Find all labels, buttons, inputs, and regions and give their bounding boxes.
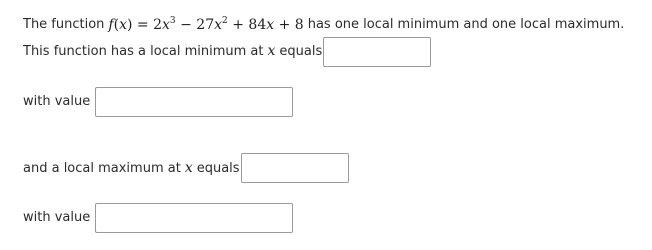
equals-sign: = bbox=[136, 17, 149, 33]
max-var: x bbox=[184, 160, 193, 176]
max-x-input[interactable] bbox=[242, 154, 348, 182]
max-x-box bbox=[241, 153, 349, 183]
min-prefix: This function has a local minimum at bbox=[23, 43, 264, 59]
function-variable: x bbox=[119, 17, 127, 33]
min-value-row bbox=[23, 94, 90, 109]
min-x-input[interactable] bbox=[324, 38, 430, 66]
problem-statement bbox=[23, 16, 624, 33]
min-value-label: with value bbox=[23, 94, 91, 109]
function-name: f bbox=[108, 17, 114, 33]
exp-two: 2 bbox=[222, 16, 228, 26]
max-value-row bbox=[23, 210, 90, 225]
const-d: 8 bbox=[294, 17, 304, 33]
coef-b: 27 bbox=[196, 17, 215, 33]
min-value-box bbox=[95, 87, 293, 117]
min-var: x bbox=[267, 43, 276, 59]
max-suffix: equals bbox=[196, 160, 240, 176]
max-value-label: with value bbox=[23, 210, 91, 225]
min-suffix: equals bbox=[279, 43, 323, 59]
coef-a: 2 bbox=[153, 17, 163, 33]
min-question bbox=[23, 43, 322, 59]
max-value-input[interactable] bbox=[96, 204, 292, 232]
max-value-box bbox=[95, 203, 293, 233]
statement-suffix: has one local minimum and one local maximum. bbox=[307, 17, 625, 32]
exp-three: 3 bbox=[169, 16, 176, 26]
coef-c: 84 bbox=[248, 17, 267, 33]
max-question bbox=[23, 160, 240, 176]
statement-prefix: The function bbox=[23, 17, 105, 32]
min-x-box bbox=[323, 37, 431, 67]
max-prefix: and a local maximum at bbox=[23, 160, 181, 176]
function-expression: $f(x) = 2x^3 - 27x^2 + 84x + 8$ bbox=[108, 16, 304, 33]
min-value-input[interactable] bbox=[96, 88, 292, 116]
